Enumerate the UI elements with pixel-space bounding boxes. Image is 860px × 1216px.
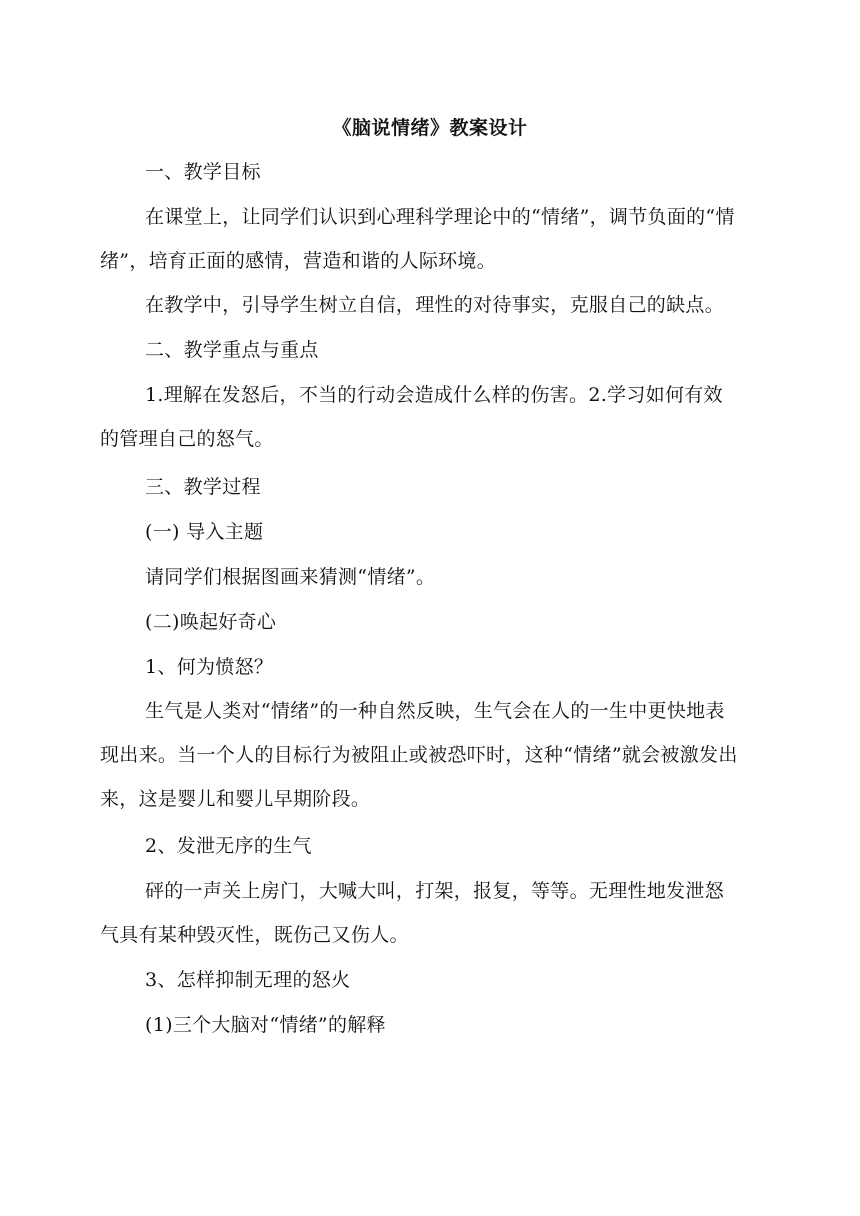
- item-controlling-anger: 3、怎样抑制无理的怒火: [145, 969, 351, 991]
- section-heading-objectives: 一、教学目标: [145, 161, 261, 183]
- section-heading-key-points: 二、教学重点与重点: [145, 339, 319, 361]
- paragraph-introduction: 请同学们根据图画来猜测“情绪”。: [145, 566, 436, 588]
- section-heading-process: 三、教学过程: [145, 476, 261, 498]
- paragraph-objective-1: 在课堂上，让同学们认识到心理科学理论中的“情绪”，调节负面的“情绪”，培育正面的感情，营造和谐的人际环境。: [100, 206, 735, 272]
- subheading-curiosity: (二)唤起好奇心: [145, 611, 277, 633]
- item-what-is-anger: 1、何为愤怒？: [145, 656, 274, 678]
- paragraph-anger-explanation: 生气是人类对“情绪”的一种自然反映，生气会在人的一生中更快地表现出来。当一个人的目标行为被阻止或被恐吓时，这种“情绪”就会被激发出来，这是婴儿和婴儿早期阶段。: [100, 700, 738, 810]
- paragraph-key-points: 1.理解在发怒后，不当的行动会造成什么样的伤害。2.学习如何有效的管理自己的怒气。: [100, 384, 723, 450]
- item-venting-anger: 2、发泄无序的生气: [145, 835, 312, 857]
- paragraph-venting-explanation: 砰的一声关上房门，大喊大叫，打架，报复，等等。无理性地发泄怒气具有某种毁灭性，既伤己又伤人。: [100, 880, 725, 946]
- subheading-introduction: (一) 导入主题: [145, 521, 264, 543]
- subitem-three-brains: (1)三个大脑对“情绪”的解释: [145, 1014, 386, 1036]
- paragraph-objective-2: 在教学中，引导学生树立自信，理性的对待事实，克服自己的缺点。: [145, 294, 725, 316]
- document-title: 《脑说情绪》教案设计: [332, 117, 528, 139]
